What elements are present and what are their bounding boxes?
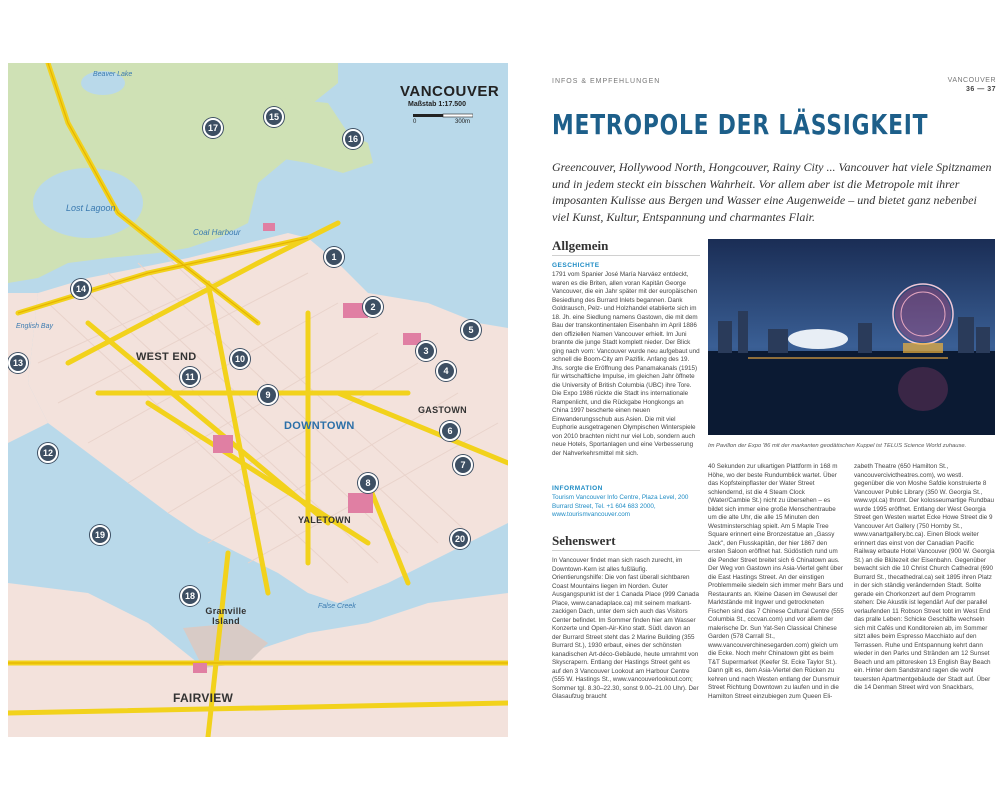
map-pin-8[interactable]: 8 bbox=[358, 473, 378, 493]
map-pin-20[interactable]: 20 bbox=[450, 529, 470, 549]
scale-tick-start: 0 bbox=[413, 119, 417, 125]
map-pin-17[interactable]: 17 bbox=[203, 118, 223, 138]
district-fairview: FAIRVIEW bbox=[173, 691, 234, 705]
page-numbers: 36 — 37 bbox=[966, 86, 996, 93]
sights-text-col1: In Vancouver findet man sich rasch zurecht, im Downtown-Kern ist alles fußläufig. Orientierungshilfe: Die von fast überall sichtbaren Coast Mountains liegen im Norden. Guter Ausgangspunkt ist der 1 Canada Place (999 Canada Place, www.canadaplace.ca) mit seinem markant-zackigen Dach, unter dem sich auch das Visitors Center befindet. Im Sommer finden hier am Wasser Konzerte und Open-Air-Kino statt. Südl. davon an der Burrard Street steht das 2 Marine Building (355 Burrard St.), 1930 erbaut, eines der schönsten kanadischen Art-déco-Gebäude, heute umrahmt von Skyscrapern. Entlang der Hastings Street geht es auf den 3 Vancouver Lookout am Harbour Centre (555 W. Hastings St., www.vancouverlookout.com; Sommer tgl. 8.30–22.30, sonst 9.00–21.00 Uhr). Der Glasaufzug braucht bbox=[552, 557, 700, 700]
lead-paragraph: Greencouver, Hollywood North, Hongcouver, Rainy City ... Vancouver hat viele Spitznamen und in jedem steckt ein bisschen Wahrheit. Vor allem aber ist die Metropole mit ihrer imposanten Kulisse aus Bergen und Wasser eine Augenweide – und bietet ganz nebenbei viel Kunst, Kultur, Entspannung und charmantes Flair. bbox=[552, 160, 992, 224]
map-pin-3[interactable]: 3 bbox=[416, 341, 436, 361]
scale-tick-end: 300m bbox=[455, 119, 471, 125]
map-pin-2[interactable]: 2 bbox=[363, 297, 383, 317]
map-pin-10[interactable]: 10 bbox=[230, 349, 250, 369]
running-right-title: VANCOUVER bbox=[947, 77, 996, 84]
map-pin-7[interactable]: 7 bbox=[453, 455, 473, 475]
map-scale-label: Maßstab 1:17.500 bbox=[408, 101, 466, 108]
running-head: INFOS & EMPFEHLUNGEN bbox=[552, 78, 661, 85]
information-text: Tourism Vancouver Info Centre, Plaza Level, 200 Burrard Street, Tel. +1 604 683 2000, www.tourismvancouver.com bbox=[552, 494, 689, 518]
water-label-lost-lagoon: Lost Lagoon bbox=[66, 203, 116, 213]
map-pin-4[interactable]: 4 bbox=[436, 361, 456, 381]
water-label-coal-harbour: Coal Harbour bbox=[193, 228, 241, 237]
district-downtown: DOWNTOWN bbox=[284, 420, 355, 432]
subhead-geschichte: GESCHICHTE bbox=[552, 262, 600, 269]
section-rule bbox=[552, 255, 700, 256]
district-west-end: WEST END bbox=[136, 351, 197, 363]
district-granville-island: Granville Island bbox=[205, 606, 247, 626]
headline: METROPOLE DER LÄSSIGKEIT bbox=[552, 108, 929, 141]
city-map bbox=[8, 63, 508, 737]
map-pin-15[interactable]: 15 bbox=[264, 107, 284, 127]
district-gastown: GASTOWN bbox=[418, 405, 467, 415]
map-pin-1[interactable]: 1 bbox=[324, 247, 344, 267]
sights-text-col2: 40 Sekunden zur ulkartigen Plattform in 168 m Höhe, wo der beste Rundumblick wartet. Über das Kopfsteinpflaster der Water Street schlendernd, ist die 4 Steam Clock (Water/Cambie St.) nicht zu übersehen – es bildet sich immer eine große Menschentraube um die alte Uhr, die alle 15 Minuten den Westminsterschlag spielt. Am 5 Maple Tree Square erinnert eine Bronzestatue an „Gassy Jack", den Flusskapitän, der hier 1867 den ersten Saloon eröffnet hat. Südöstlich rund um die Pender Street breitet sich 6 Chinatown aus. Der Weg von Gastown ins Asia-Viertel geht über die East Hastings Street. An der einstigen Problemmeile siedeln sich immer mehr Bars und Restaurants an. Kleine Oasen im Gewusel der Marktstände mit Ingwer und getrockneten Fischen sind das 7 Chinese Cultural Centre (555 Columbia St., cccvan.com) und vor allem der malerische Dr. Sun Yat-Sen Classical Chinese Garden (578 Carrall St., www.vancouverchinesegarden.com) gleich um die Ecke. Noch mehr Chinatown gibt es beim T&T Supermarket (Keefer St. Ecke Taylor St.). Dann gilt es, dem Asia-Viertel den Rücken zu kehren und nach Westen entlang der Dunsmuir Street Richtung Downtown zu laufen und in die Hamilton Street einzubiegen zum Queen Eli- bbox=[708, 463, 844, 700]
water-label-false-creek: False Creek bbox=[318, 603, 356, 610]
photo-science-world bbox=[708, 239, 995, 435]
map-pin-18[interactable]: 18 bbox=[180, 586, 200, 606]
map-pin-6[interactable]: 6 bbox=[440, 421, 460, 441]
map-pin-16[interactable]: 16 bbox=[343, 129, 363, 149]
section-title-allgemein: Allgemein bbox=[552, 238, 609, 253]
running-right bbox=[948, 76, 996, 94]
map-title: VANCOUVER bbox=[400, 83, 500, 100]
article-page bbox=[530, 63, 1000, 737]
map-graphic bbox=[8, 63, 508, 737]
map-pin-9[interactable]: 9 bbox=[258, 385, 278, 405]
section-rule bbox=[552, 550, 700, 551]
water-label-beaver-lake: Beaver Lake bbox=[93, 71, 133, 78]
map-pin-12[interactable]: 12 bbox=[38, 443, 58, 463]
photo-caption: Im Pavillon der Expo '86 mit der markanten geodätischen Kuppel ist TELUS Science World zuhause. bbox=[708, 443, 967, 449]
map-pin-13[interactable]: 13 bbox=[8, 353, 28, 373]
history-text: 1791 vom Spanier José María Narváez entdeckt, waren es die Briten, allen voran Kapitän George Vancouver, die ein Jahr später mit der europäischen Besiedlung des Burrard Inlets begannen. Dank Goldrausch, Pelz- und Holzhandel etablierte sich im 18. Jh. eine Siedlung namens Gastown, die mit dem Bau der transkontinentalen Eisenbahn im April 1886 den offiziellen Namen Vancouver erhielt. Im Juni brannte die junge Stadt komplett nieder. Der Blick ging nach vorn: Vancouver wurde neu aufgebaut und schnell die Boom-City am Pazifik. Anfang des 19. Jhs. sorgte die Eröffnung des Panamakanals (1915) für wirtschaftliche Impulse, im gleichen Jahr öffnete die University of British Columbia (UBC) ihre Tore. Die Expo 1986 rückte die Stadt ins internationale Rampenlicht, und die Rückgabe Hongkongs an China 1997 bescherte einen neuen Einwanderungsschub aus Asien. Die mit viel Euphorie ausgetragenen Olympischen Winterspiele von 2010 brachten nicht nur viel Lob, sondern auch neue Hotels, Sportanlagen und eine Verbesserung der Nahverkehrsmittel mit sich. bbox=[552, 271, 700, 457]
sights-text-col3: zabeth Theatre (650 Hamilton St., vancouvercivictheatres.com), wo westl. gegenüber die von Moshe Safdie konstruierte 8 Vancouver Public Library (350 W. Georgia St., www.vpl.ca) thront. Der kolosseumartige Rundbau wurde 1995 eröffnet. Entlang der West Georgia Street gen Westen wartet Ecke Howe Street die 9 Vancouver Art Gallery (750 Hornby St., www.vanartgallery.bc.ca). Einen Block weiter erinnert das einst von der Canadian Pacific Railway erbaute Hotel Vancouver (900 W. Georgia St.) an die Blütezeit der Eisenbahn. Gegenüber bewacht sich die 10 Christ Church Cathedral (690 Burrard St., thecathedral.ca) seit 1895 ihren Platz in der sich ständig verändernden Stadt. Sollte gerade ein Chorkonzert auf dem Programm stehen: Die Akustik ist legendär! Auf der parallel verlaufenden 11 Robson Street tobt im West End das pralle Leben: Schicke Geschäfte wechseln sich mit Cafés und Konditoreien ab, im Sommer sitzt alles beim Espresso Macchiato auf den Terrassen. Ruhe und Entspannung kehrt dann wieder in den Parks und Stränden am 12 Sunset Beach und am pittoresken 13 English Bay Beach ein. Hinter dem Sandstrand ragen die wohl teuersten Apartmentgebäude der Stadt auf. Über die 14 Denman Street wird von Snackbars, bbox=[854, 463, 995, 691]
water-label-english-bay: English Bay bbox=[16, 323, 53, 330]
map-pin-14[interactable]: 14 bbox=[71, 279, 91, 299]
map-pin-11[interactable]: 11 bbox=[180, 367, 200, 387]
section-title-sehenswert: Sehenswert bbox=[552, 533, 616, 548]
map-pin-19[interactable]: 19 bbox=[90, 525, 110, 545]
district-yaletown: YALETOWN bbox=[298, 515, 351, 525]
photo-graphic bbox=[708, 239, 995, 435]
map-pin-5[interactable]: 5 bbox=[461, 320, 481, 340]
subhead-information: INFORMATION bbox=[552, 485, 603, 492]
